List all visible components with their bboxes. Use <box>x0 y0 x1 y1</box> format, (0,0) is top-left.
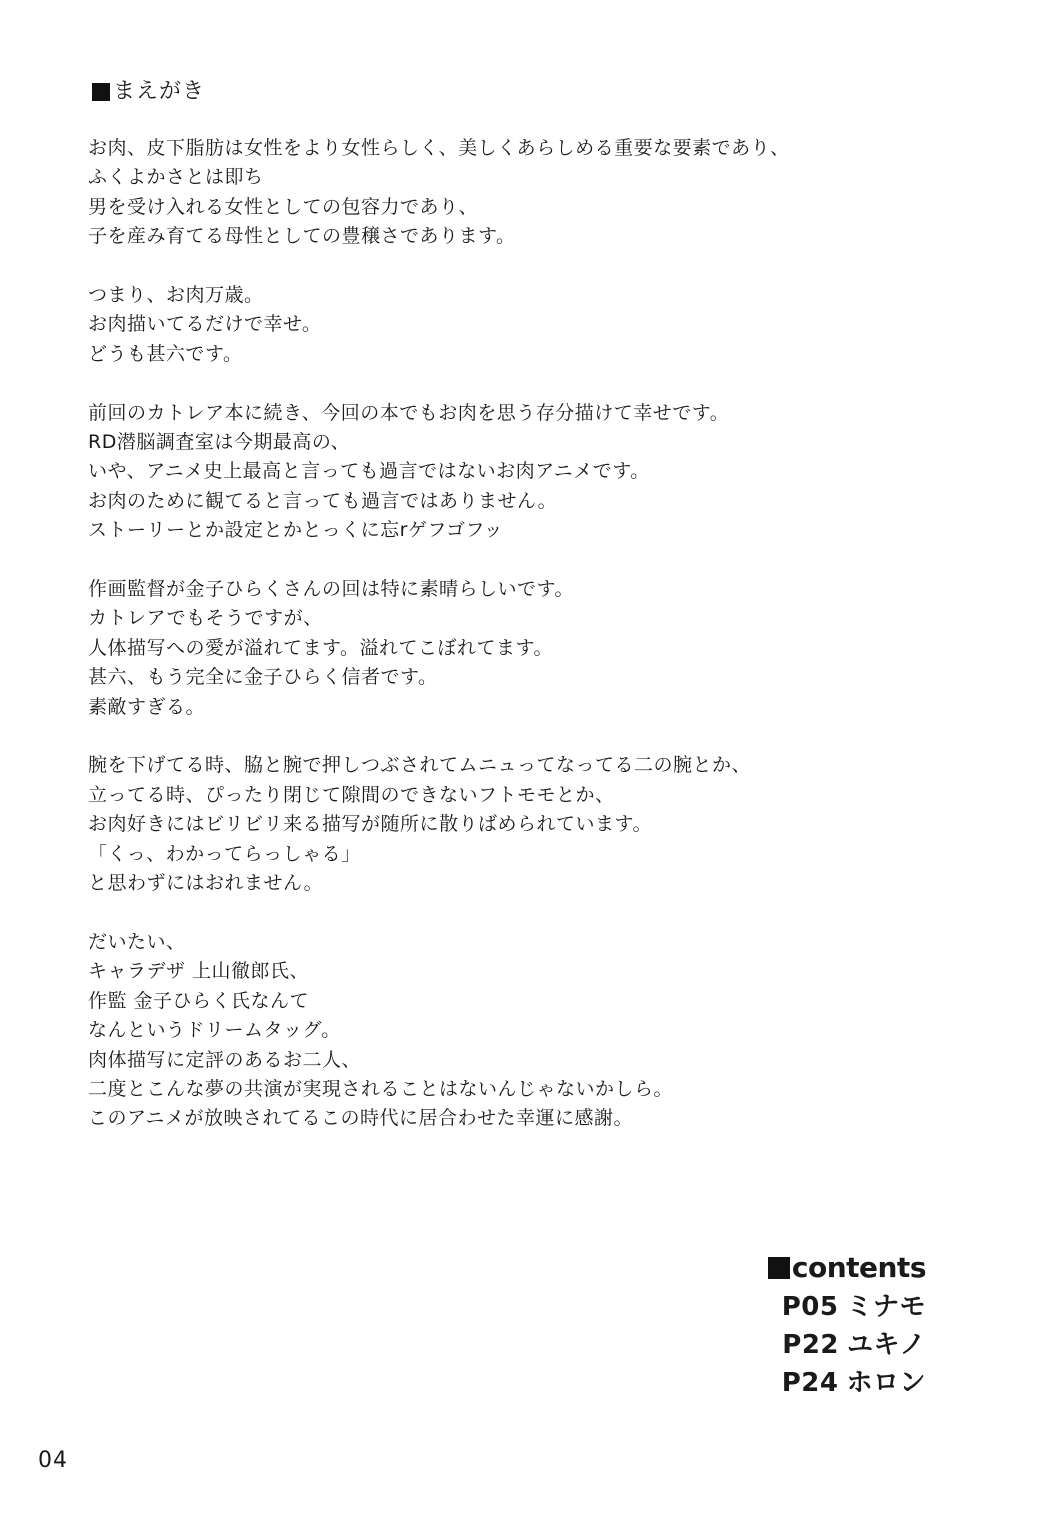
contents-title <box>768 1248 926 1288</box>
paragraph-4 <box>88 575 988 722</box>
text-line: いや、アニメ史上最高と言っても過言ではないお肉アニメです。 <box>88 460 650 483</box>
text-line: お肉、皮下脂肪は女性をより女性らしく、美しくあらしめる重要な要素であり、 <box>88 137 790 159</box>
text-line: 「くっ、わかってらっしゃる」 <box>88 842 361 865</box>
toc-name: ミナモ <box>846 1292 926 1322</box>
text-line: カトレアでもそうですが、 <box>88 607 323 630</box>
page-number: 04 <box>38 1448 68 1473</box>
text-line: 甚六、もう完全に金子ひらく信者です。 <box>88 666 438 689</box>
text-line: 立ってる時、ぴったり閉じて隙間のできないフトモモとか、 <box>88 783 615 806</box>
text-line: ストーリーとか設定とかとっくに忘rゲフゴフッ <box>88 519 504 542</box>
section-heading <box>92 76 205 108</box>
text-line: キャラデザ 上山徹郎氏、 <box>88 960 310 983</box>
text-line: 二度とこんな夢の共演が実現されることはないんじゃないかしら。 <box>88 1077 674 1100</box>
black-square-icon <box>768 1257 790 1279</box>
paragraph-6 <box>88 928 988 1134</box>
toc-page: P22 <box>782 1330 840 1360</box>
text-line: 作監 金子ひらく氏なんて <box>88 989 310 1012</box>
text-line: 腕を下げてる時、脇と腕で押しつぶされてムニュってなってる二の腕とか、 <box>88 754 752 777</box>
toc-entry <box>768 1326 926 1364</box>
text-line: お肉描いてるだけで幸せ。 <box>88 313 322 336</box>
toc-entry <box>768 1288 926 1326</box>
paragraph-2 <box>88 281 988 369</box>
preface-body <box>88 134 988 1134</box>
toc-name: ホロン <box>846 1368 926 1398</box>
text-line: 前回のカトレア本に続き、今回の本でもお肉を思う存分描けて幸せです。 <box>88 401 730 424</box>
text-line: だいたい、 <box>88 930 186 953</box>
text-line: お肉のために観てると言っても過言ではありません。 <box>88 489 558 512</box>
text-line: 素敵すぎる。 <box>88 695 206 718</box>
table-of-contents <box>768 1248 926 1402</box>
text-line: 人体描写への愛が溢れてます。溢れてこぼれてます。 <box>88 636 553 659</box>
text-line: お肉好きにはビリビリ来る描写が随所に散りばめられています。 <box>88 813 652 836</box>
text-line: なんというドリームタッグ。 <box>88 1019 341 1042</box>
text-line: このアニメが放映されてるこの時代に居合わせた幸運に感謝。 <box>88 1107 634 1130</box>
text-line: 男を受け入れる女性としての包容力であり、 <box>88 195 479 218</box>
text-line: と思わずにはおれません。 <box>88 872 324 895</box>
paragraph-3 <box>88 399 988 546</box>
heading-text: まえがき <box>113 79 206 104</box>
toc-name: ユキノ <box>847 1330 926 1360</box>
paragraph-5 <box>88 751 988 898</box>
text-line: ふくよかさとは即ち <box>88 166 264 189</box>
toc-page: P24 <box>781 1368 839 1398</box>
black-square-icon <box>92 83 110 101</box>
contents-title-text: contents <box>791 1251 926 1284</box>
text-line: 肉体描写に定評のあるお二人、 <box>88 1048 362 1071</box>
text-line: RD潜脳調査室は今期最高の、 <box>88 431 351 454</box>
text-line: 作画監督が金子ひらくさんの回は特に素晴らしいです。 <box>88 578 574 601</box>
toc-page: P05 <box>781 1292 839 1322</box>
toc-entry <box>768 1364 926 1402</box>
text-line: 子を産み育てる母性としての豊穣さであります。 <box>88 225 516 248</box>
text-line: どうも甚六です。 <box>88 342 243 365</box>
paragraph-1 <box>88 134 988 252</box>
text-line: つまり、お肉万歳。 <box>88 284 264 307</box>
